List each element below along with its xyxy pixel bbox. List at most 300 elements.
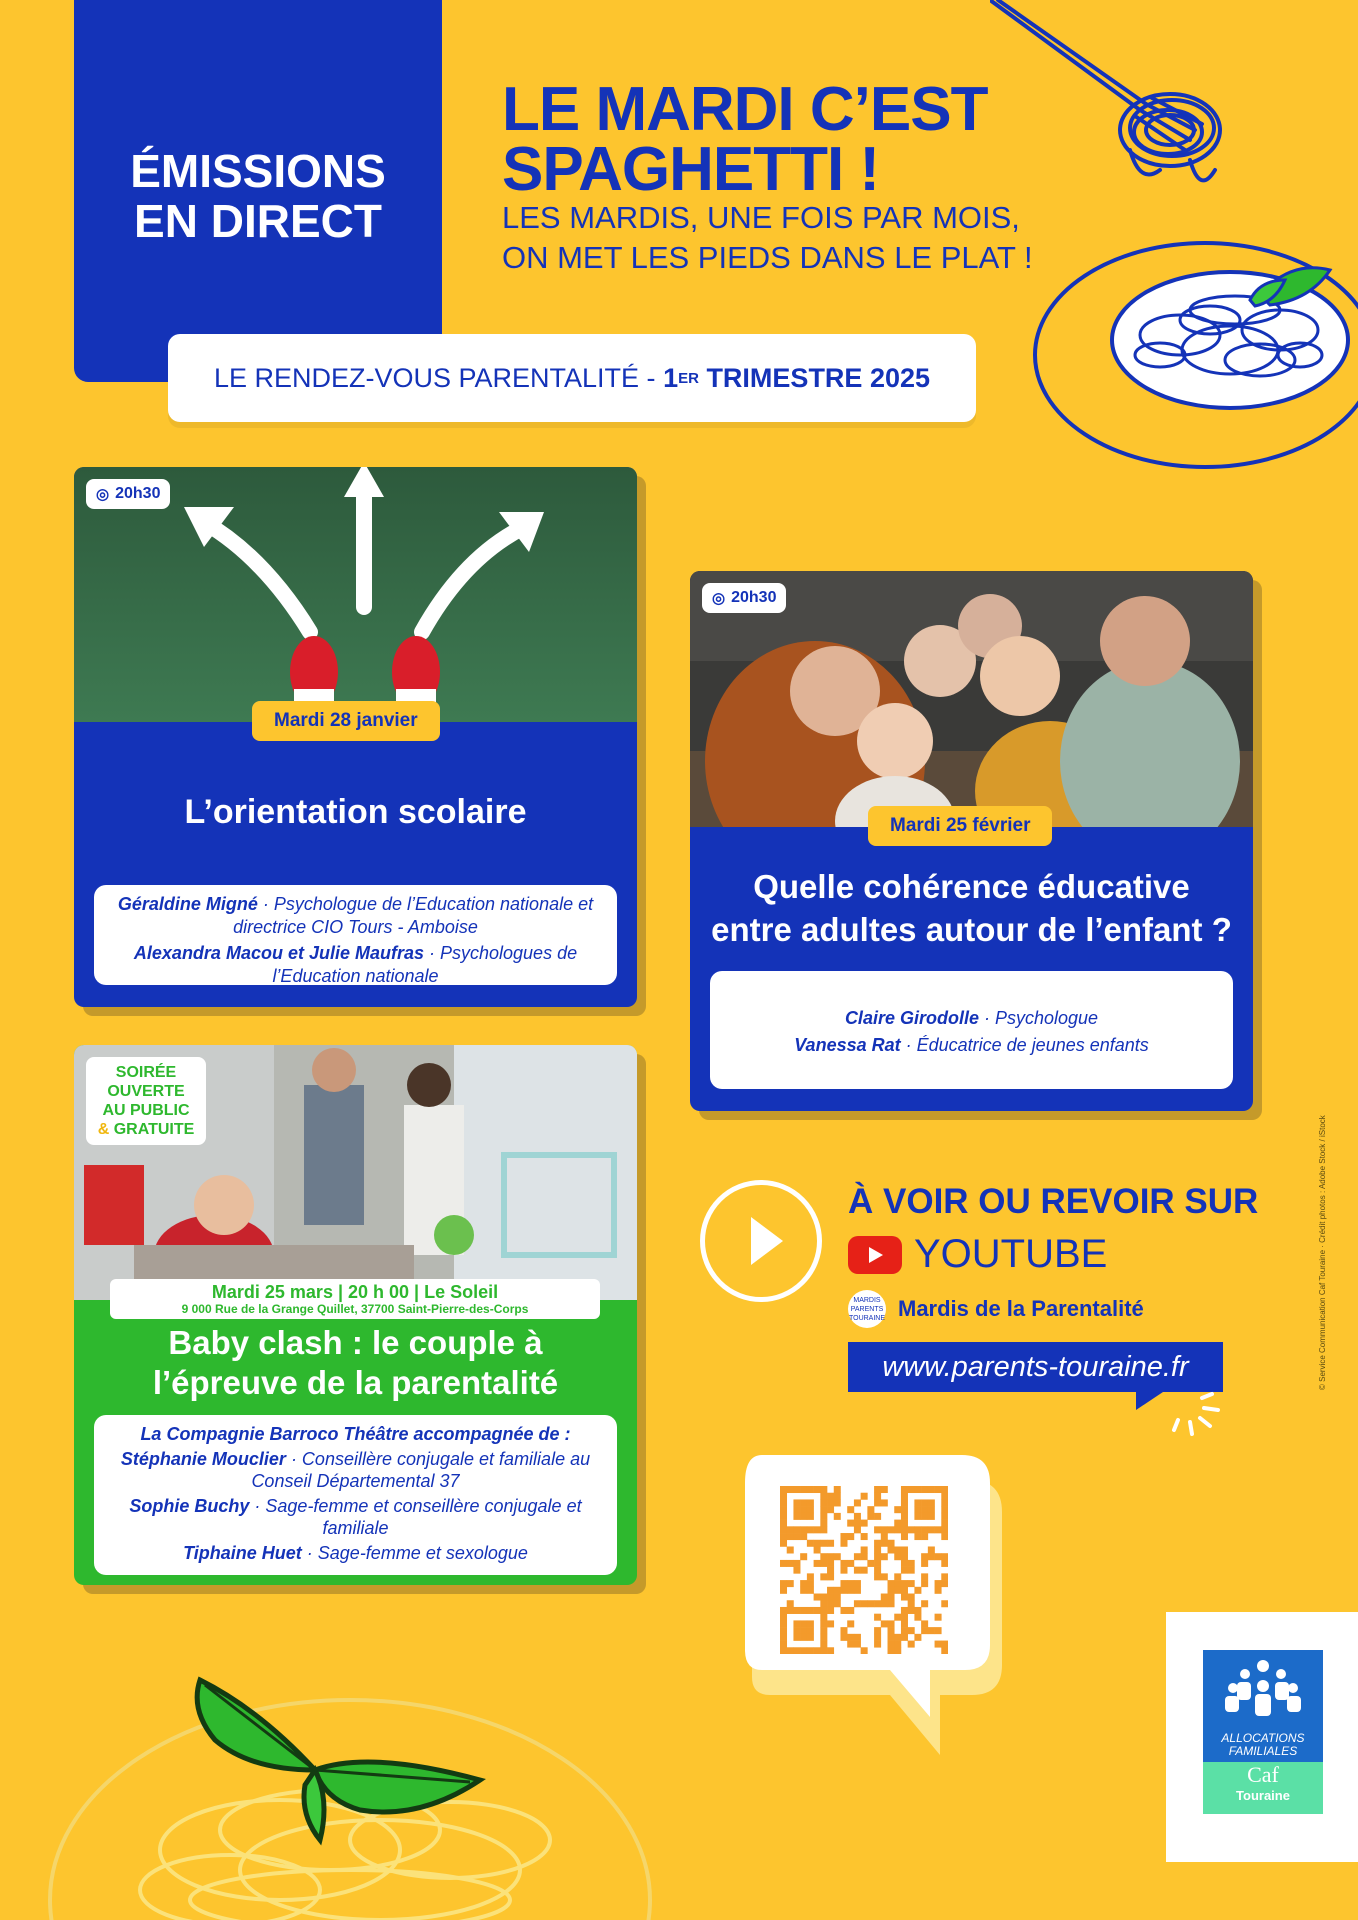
qr-module [793, 1499, 800, 1506]
photo-credits: © Service Communication Caf Touraine · Crédit photos : Adobe Stock / iStock [1318, 1115, 1327, 1390]
qr-module [787, 1647, 794, 1654]
qr-module [807, 1486, 814, 1493]
qr-module [854, 1520, 861, 1527]
qr-module [807, 1573, 814, 1580]
qr-module [827, 1506, 834, 1513]
time-badge [702, 583, 786, 613]
qr-module [914, 1533, 921, 1540]
qr-module [941, 1641, 948, 1648]
event-time: 20h30 [731, 589, 777, 606]
badge-line-3: AU PUBLIC [102, 1102, 190, 1119]
qr-module [820, 1573, 827, 1580]
qr-module [901, 1520, 908, 1527]
qr-module [793, 1627, 800, 1634]
qr-module [820, 1600, 827, 1607]
qr-module [787, 1580, 794, 1587]
qr-module [807, 1647, 814, 1654]
qr-module [921, 1580, 928, 1587]
qr-module [814, 1540, 821, 1547]
event-title-line-2: entre adultes autour de l’enfant ? [711, 911, 1232, 948]
qr-module [787, 1546, 794, 1553]
qr-module [881, 1620, 888, 1627]
badge-line-4-text: GRATUITE [109, 1121, 195, 1138]
qr-module [793, 1486, 800, 1493]
channel-logo [848, 1290, 886, 1328]
qr-module [780, 1533, 787, 1540]
time-badge [86, 479, 170, 509]
qr-module [827, 1620, 834, 1627]
qr-module [888, 1526, 895, 1533]
qr-module [854, 1499, 861, 1506]
qr-module [827, 1600, 834, 1607]
qr-module [787, 1607, 794, 1614]
qr-module [881, 1573, 888, 1580]
qr-module [921, 1600, 928, 1607]
qr-module [888, 1641, 895, 1648]
qr-module [820, 1634, 827, 1641]
qr-module [840, 1580, 847, 1587]
qr-module [941, 1600, 948, 1607]
qr-module [888, 1587, 895, 1594]
caf-line-2: FAMILIALES [1228, 1744, 1298, 1758]
speaker-entry [104, 1495, 607, 1539]
qr-module [800, 1506, 807, 1513]
qr-module [820, 1520, 827, 1527]
qr-module [941, 1580, 948, 1587]
qr-module [874, 1614, 881, 1621]
qr-module [827, 1587, 834, 1594]
qr-module [881, 1526, 888, 1533]
qr-module [881, 1594, 888, 1601]
qr-module [874, 1526, 881, 1533]
event-time: 20h30 [115, 485, 161, 502]
qr-module [807, 1627, 814, 1634]
qr-module [827, 1573, 834, 1580]
speakers-box [94, 1415, 617, 1575]
qr-module [894, 1587, 901, 1594]
qr-module [814, 1647, 821, 1654]
qr-module [861, 1647, 868, 1654]
qr-module [780, 1647, 787, 1654]
qr-module [840, 1567, 847, 1574]
channel-logo-text: MARDIS PARENTS TOURAINE [848, 1296, 886, 1322]
event-date-badge: Mardi 28 janvier [252, 701, 440, 741]
public-free-badge [86, 1057, 206, 1145]
qr-module [800, 1587, 807, 1594]
qr-module [908, 1627, 915, 1634]
speakers-box [710, 971, 1233, 1089]
qr-module [894, 1580, 901, 1587]
qr-module [827, 1493, 834, 1500]
qr-module [820, 1486, 827, 1493]
qr-module [854, 1580, 861, 1587]
qr-module [881, 1499, 888, 1506]
speaker-entry [104, 942, 607, 988]
qr-module [901, 1553, 908, 1560]
qr-module [861, 1600, 868, 1607]
qr-module [914, 1634, 921, 1641]
qr-module [894, 1526, 901, 1533]
event-date: Mardi 25 mars | 20 h 00 | Le Soleil [211, 1282, 499, 1302]
main-title [502, 75, 988, 204]
qr-module [908, 1567, 915, 1574]
qr-module [914, 1513, 921, 1520]
channel-name: Mardis de la Parentalité [898, 1296, 1144, 1321]
qr-module [921, 1533, 928, 1540]
subtitle-line-2: ON MET LES PIEDS DANS LE PLAT ! [502, 240, 1033, 275]
qr-module [867, 1560, 874, 1567]
qr-module [854, 1567, 861, 1574]
qr-module [807, 1607, 814, 1614]
speaker-name: Géraldine Migné [117, 894, 258, 914]
qr-module [807, 1513, 814, 1520]
qr-module [793, 1506, 800, 1513]
qr-module [901, 1499, 908, 1506]
qr-module [928, 1486, 935, 1493]
qr-module [888, 1627, 895, 1634]
qr-module [800, 1647, 807, 1654]
subtitle-line-1: LES MARDIS, UNE FOIS PAR MOIS, [502, 200, 1020, 235]
qr-module [847, 1520, 854, 1527]
speaker-entry [104, 1448, 607, 1492]
qr-module [901, 1486, 908, 1493]
qr-module [800, 1513, 807, 1520]
youtube-label: YOUTUBE [914, 1232, 1108, 1276]
qr-module [827, 1594, 834, 1601]
qr-module [881, 1553, 888, 1560]
qr-module [800, 1620, 807, 1627]
qr-module [888, 1647, 895, 1654]
qr-module [807, 1587, 814, 1594]
qr-module [928, 1553, 935, 1560]
qr-module [800, 1499, 807, 1506]
qr-module [874, 1627, 881, 1634]
spaghetti-basil-illustration [30, 1640, 680, 1920]
qr-module [901, 1493, 908, 1500]
speaker-role: · Conseillère conjugale et familiale au Conseil Départemental 37 [251, 1449, 591, 1491]
title-line-2: SPAGHETTI ! [502, 135, 880, 204]
qr-module [901, 1594, 908, 1601]
qr-module [874, 1567, 881, 1574]
qr-module [840, 1627, 847, 1634]
qr-module [840, 1634, 847, 1641]
qr-module [901, 1560, 908, 1567]
qr-module [921, 1573, 928, 1580]
qr-module [787, 1526, 794, 1533]
qr-module [807, 1620, 814, 1627]
qr-module [793, 1513, 800, 1520]
qr-module [793, 1533, 800, 1540]
speaker-role: · Psychologues de l’Education nationale [272, 943, 578, 986]
qr-module [854, 1553, 861, 1560]
qr-module [921, 1526, 928, 1533]
qr-module [820, 1526, 827, 1533]
caf-logo [1203, 1650, 1323, 1826]
qr-module [901, 1614, 908, 1621]
qr-module [935, 1641, 942, 1648]
qr-module [787, 1486, 794, 1493]
qr-module [941, 1493, 948, 1500]
qr-module [834, 1493, 841, 1500]
qr-module [793, 1634, 800, 1641]
qr-module [894, 1520, 901, 1527]
qr-module [914, 1587, 921, 1594]
qr-module [914, 1614, 921, 1621]
event-date-badge: Mardi 25 février [868, 806, 1052, 846]
qr-module [874, 1560, 881, 1567]
qr-module [901, 1533, 908, 1540]
qr-module [847, 1506, 854, 1513]
event-address: 9 000 Rue de la Grange Quillet, 37700 Saint-Pierre-des-Corps [181, 1302, 529, 1316]
qr-module [780, 1607, 787, 1614]
qr-module [928, 1546, 935, 1553]
family-figures-icon [1203, 1656, 1323, 1726]
speaker-name: Sophie Buchy [129, 1496, 250, 1516]
subtitle [502, 198, 1033, 278]
qr-module [840, 1607, 847, 1614]
qr-module [827, 1553, 834, 1560]
qr-module [787, 1533, 794, 1540]
qr-module [941, 1560, 948, 1567]
qr-module [847, 1580, 854, 1587]
qr-module [908, 1594, 915, 1601]
qr-module [780, 1493, 787, 1500]
qr-module [908, 1486, 915, 1493]
qr-module [901, 1567, 908, 1574]
qr-module [888, 1634, 895, 1641]
badge-ampersand: & [97, 1121, 110, 1138]
qr-module [854, 1526, 861, 1533]
speaker-name: Alexandra Macou et Julie Maufras [133, 943, 424, 963]
qr-module [874, 1513, 881, 1520]
qr-module [861, 1567, 868, 1574]
qr-module [914, 1486, 921, 1493]
qr-module [941, 1486, 948, 1493]
qr-module [901, 1627, 908, 1634]
qr-module [780, 1520, 787, 1527]
caf-line-1: ALLOCATIONS [1221, 1731, 1305, 1745]
qr-module [941, 1513, 948, 1520]
qr-module [840, 1540, 847, 1547]
channel-row[interactable] [848, 1290, 1144, 1328]
emissions-line-1: ÉMISSIONS [130, 145, 386, 197]
badge-line-4 [86, 1120, 206, 1139]
live-camera-icon: ◎ [96, 486, 110, 503]
qr-module [807, 1634, 814, 1641]
speakers-box [94, 885, 617, 985]
qr-module [820, 1499, 827, 1506]
qr-module [881, 1486, 888, 1493]
qr-module [780, 1499, 787, 1506]
qr-module [935, 1587, 942, 1594]
speaker-entry [720, 1034, 1223, 1057]
event-card-coherence [690, 571, 1253, 1111]
rdv-period: TRIMESTRE 2025 [698, 362, 931, 393]
qr-module [787, 1600, 794, 1607]
qr-module [901, 1634, 908, 1641]
qr-module [894, 1506, 901, 1513]
qr-module [854, 1641, 861, 1648]
qr-module [854, 1634, 861, 1641]
qr-module [814, 1526, 821, 1533]
qr-module [780, 1634, 787, 1641]
qr-module [894, 1614, 901, 1621]
qr-module [888, 1580, 895, 1587]
qr-module [800, 1607, 807, 1614]
speaker-entry [104, 1542, 607, 1564]
qr-module [847, 1587, 854, 1594]
qr-module [935, 1553, 942, 1560]
qr-module [908, 1641, 915, 1648]
qr-module [780, 1620, 787, 1627]
qr-module [847, 1620, 854, 1627]
qr-module [827, 1567, 834, 1574]
qr-module [814, 1486, 821, 1493]
qr-module [807, 1540, 814, 1547]
badge-line-1: SOIRÉE [115, 1064, 177, 1081]
qr-module [861, 1520, 868, 1527]
qr-module [874, 1546, 881, 1553]
qr-code[interactable] [780, 1486, 948, 1654]
qr-module [820, 1641, 827, 1648]
qr-module [908, 1526, 915, 1533]
rdv-prefix: LE RENDEZ-VOUS PARENTALITÉ - [213, 362, 656, 393]
qr-module [894, 1647, 901, 1654]
qr-module [901, 1587, 908, 1594]
speakers-intro: La Compagnie Barroco Théâtre accompagnée de : [140, 1424, 571, 1444]
play-icon [705, 1185, 817, 1297]
qr-module [901, 1607, 908, 1614]
qr-module [901, 1506, 908, 1513]
qr-module [921, 1506, 928, 1513]
qr-module [800, 1580, 807, 1587]
qr-module [894, 1573, 901, 1580]
qr-module [780, 1486, 787, 1493]
qr-module [941, 1573, 948, 1580]
qr-module [881, 1600, 888, 1607]
qr-module [874, 1499, 881, 1506]
qr-module [820, 1607, 827, 1614]
title-line-1: LE MARDI C’EST [502, 75, 988, 144]
badge-line-2: OUVERTE [107, 1083, 185, 1100]
speaker-entry [720, 1007, 1223, 1030]
qr-module [854, 1600, 861, 1607]
speaker-role: · Sage-femme et conseillère conjugale et familiale [249, 1496, 582, 1538]
speaker-role: · Psychologue [978, 1008, 1099, 1028]
qr-module [901, 1526, 908, 1533]
speaker-role: · Éducatrice de jeunes enfants [900, 1035, 1149, 1055]
qr-module [820, 1540, 827, 1547]
qr-module [861, 1533, 868, 1540]
qr-module [780, 1506, 787, 1513]
qr-module [914, 1506, 921, 1513]
qr-module [901, 1580, 908, 1587]
qr-module [901, 1513, 908, 1520]
qr-module [921, 1560, 928, 1567]
rendez-vous-text [168, 334, 976, 422]
qr-module [928, 1506, 935, 1513]
emissions-title [74, 146, 442, 246]
speaker-name: Vanessa Rat [794, 1035, 901, 1055]
qr-module [840, 1587, 847, 1594]
qr-module [834, 1594, 841, 1601]
caf-region: Touraine [1236, 1788, 1290, 1803]
qr-module [861, 1546, 868, 1553]
qr-module [935, 1486, 942, 1493]
qr-module [800, 1553, 807, 1560]
qr-module [941, 1647, 948, 1654]
youtube-row[interactable] [848, 1232, 1107, 1277]
qr-module [941, 1553, 948, 1560]
qr-module [901, 1546, 908, 1553]
play-button[interactable] [700, 1180, 822, 1302]
qr-module [780, 1526, 787, 1533]
qr-module [800, 1634, 807, 1641]
qr-module [847, 1533, 854, 1540]
qr-module [814, 1560, 821, 1567]
qr-module [793, 1560, 800, 1567]
event-card-orientation [74, 467, 637, 1007]
youtube-icon [848, 1236, 902, 1274]
qr-module [941, 1533, 948, 1540]
caf-brand: Caf [1247, 1762, 1279, 1787]
qr-module [847, 1634, 854, 1641]
qr-module [820, 1493, 827, 1500]
qr-module [793, 1607, 800, 1614]
qr-module [834, 1513, 841, 1520]
caf-logo-green [1203, 1762, 1323, 1814]
qr-module [847, 1607, 854, 1614]
qr-module [914, 1499, 921, 1506]
qr-module [901, 1620, 908, 1627]
qr-module [834, 1499, 841, 1506]
qr-module [800, 1533, 807, 1540]
qr-module [874, 1540, 881, 1547]
qr-module [834, 1587, 841, 1594]
url-banner-tail [1130, 1390, 1240, 1440]
emissions-line-2: EN DIRECT [134, 195, 382, 247]
qr-module [780, 1540, 787, 1547]
qr-module [827, 1499, 834, 1506]
qr-module [928, 1513, 935, 1520]
qr-module [894, 1634, 901, 1641]
qr-module [894, 1546, 901, 1553]
qr-module [935, 1614, 942, 1621]
qr-module [908, 1560, 915, 1567]
qr-module [928, 1526, 935, 1533]
qr-module [814, 1546, 821, 1553]
qr-module [874, 1641, 881, 1648]
website-link[interactable]: www.parents-touraine.fr [882, 1350, 1189, 1383]
qr-module [874, 1553, 881, 1560]
qr-module [928, 1499, 935, 1506]
event-title [74, 1323, 637, 1403]
qr-module [867, 1513, 874, 1520]
qr-module [894, 1553, 901, 1560]
qr-module [921, 1513, 928, 1520]
qr-module [928, 1627, 935, 1634]
qr-module [800, 1526, 807, 1533]
qr-module [820, 1594, 827, 1601]
qr-module [827, 1607, 834, 1614]
rdv-ordinal: 1 [663, 362, 679, 393]
event-title-line-2: l’épreuve de la parentalité [152, 1364, 559, 1401]
qr-module [921, 1627, 928, 1634]
qr-module [914, 1607, 921, 1614]
qr-module [800, 1486, 807, 1493]
qr-module [820, 1647, 827, 1654]
qr-module [894, 1641, 901, 1648]
